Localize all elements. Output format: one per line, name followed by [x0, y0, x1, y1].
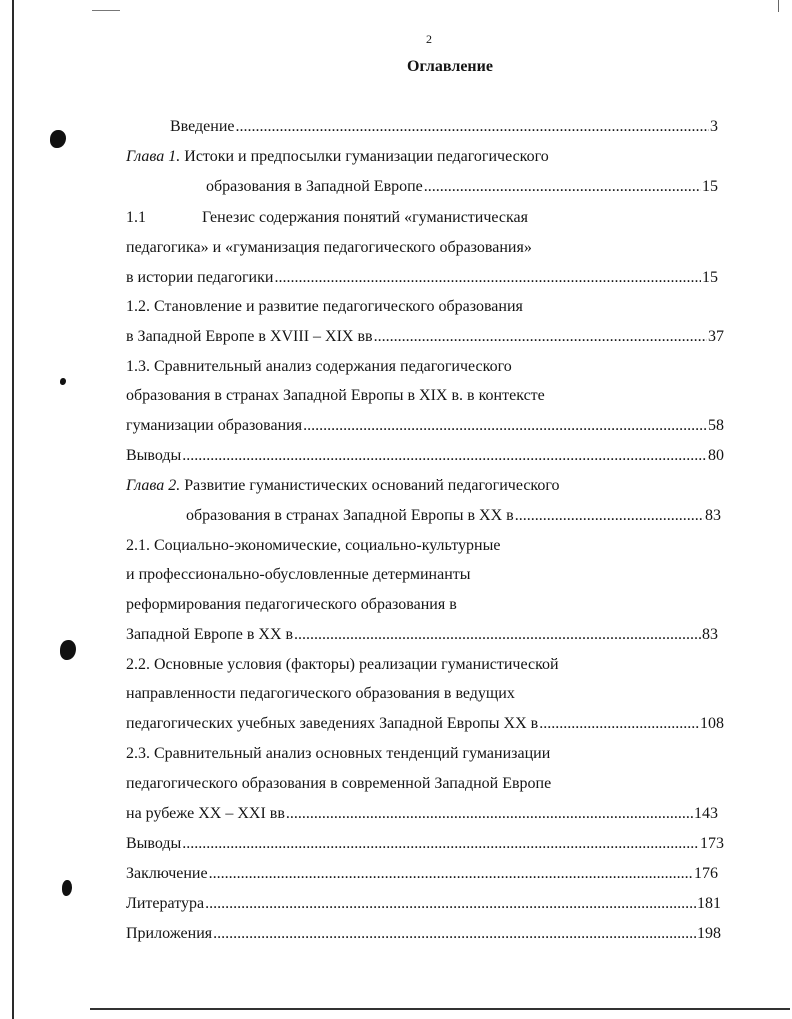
toc-entry-text: в истории педагогики	[126, 269, 274, 286]
toc-section-1-3-line3[interactable]	[126, 416, 724, 436]
scan-blot	[60, 378, 66, 385]
toc-entry-text: педагогических учебных заведениях Западной Европы XX в	[126, 715, 539, 732]
toc-entry-page: 15	[702, 178, 718, 195]
toc-entry-text: Приложения	[126, 925, 213, 942]
scan-top-mark	[92, 10, 120, 11]
toc-section-2-3-line3[interactable]	[126, 804, 718, 824]
scan-bottom-edge	[90, 1008, 790, 1010]
toc-section-2-2-line3[interactable]	[126, 714, 724, 734]
toc-section-2-2-line1: 2.2. Основные условия (факторы) реализации гуманистической	[126, 656, 559, 673]
toc-entry-conclusions-2[interactable]	[126, 834, 724, 854]
toc-entry-page: 198	[697, 925, 721, 942]
leader-dots	[209, 864, 693, 884]
toc-chapter-1-line1[interactable]	[126, 147, 549, 167]
section-title: Генезис содержания понятий «гуманистическая	[202, 209, 528, 226]
toc-section-2-3-line2: педагогического образования в современной Западной Европе	[126, 775, 552, 792]
leader-dots	[539, 714, 699, 734]
chapter-title: Истоки и предпосылки гуманизации педагогического	[184, 148, 549, 165]
leader-dots	[213, 924, 696, 944]
toc-entry-text: образования в странах Западной Европы в XX в	[186, 507, 514, 524]
toc-entry-text: на рубеже XX – XXI вв	[126, 805, 285, 822]
scan-blot	[60, 640, 76, 660]
toc-entry-page: 83	[705, 507, 721, 524]
toc-section-2-1-line2: и профессионально-обусловленные детерминанты	[126, 566, 471, 583]
toc-entry-page: 143	[694, 805, 718, 822]
toc-entry-text: в Западной Европе в XVIII – XIX вв	[126, 328, 373, 345]
leader-dots	[303, 416, 707, 436]
leader-dots	[286, 804, 693, 824]
leader-dots	[182, 446, 707, 466]
toc-entry-conclusion[interactable]	[126, 864, 718, 884]
toc-entry-page: 80	[708, 447, 724, 464]
page-number: 2	[426, 32, 432, 46]
toc-entry-text: Заключение	[126, 865, 208, 882]
leader-dots	[515, 506, 704, 526]
toc-entry-page: 15	[702, 269, 718, 286]
leader-dots	[236, 117, 710, 137]
toc-section-1-2-line1: 1.2. Становление и развитие педагогического образования	[126, 298, 523, 315]
toc-entry-page: 83	[702, 626, 718, 643]
toc-section-1-1-line3[interactable]	[126, 268, 718, 288]
toc-chapter-2-line1[interactable]	[126, 476, 560, 496]
toc-entry-page: 108	[700, 715, 724, 732]
scan-right-mark	[778, 0, 779, 12]
leader-dots	[274, 268, 701, 288]
toc-title: Оглавление	[407, 58, 493, 75]
toc-entry-text: Литература	[126, 895, 205, 912]
chapter-label: Глава 1.	[126, 148, 181, 165]
leader-dots	[205, 894, 696, 914]
toc-entry-text: Западной Европе в XX в	[126, 626, 294, 643]
toc-entry-text: Выводы	[126, 835, 182, 852]
leader-dots	[294, 625, 701, 645]
toc-section-1-1-line1[interactable]	[126, 208, 528, 228]
toc-entry-page: 37	[708, 328, 724, 345]
toc-section-2-1-line1: 2.1. Социально-экономические, социально-культурные	[126, 537, 501, 554]
toc-section-2-3-line1: 2.3. Сравнительный анализ основных тенденций гуманизации	[126, 745, 551, 762]
toc-entry-appendix[interactable]	[126, 924, 721, 944]
scan-blot	[50, 130, 66, 148]
toc-entry-page: 58	[708, 417, 724, 434]
toc-entry-literature[interactable]	[126, 894, 721, 914]
leader-dots	[374, 327, 707, 347]
scan-left-edge	[12, 0, 14, 1019]
toc-entry-text: Введение	[170, 118, 235, 135]
chapter-label: Глава 2.	[126, 477, 181, 494]
leader-dots	[182, 834, 699, 854]
toc-section-1-3-line2: образования в странах Западной Европы в XIX в. в контексте	[126, 387, 545, 404]
toc-section-1-3-line1: 1.3. Сравнительный анализ содержания педагогического	[126, 358, 512, 375]
toc-entry-page: 176	[694, 865, 718, 882]
toc-section-1-2-line2[interactable]	[126, 327, 724, 347]
toc-section-1-1-line2: педагогика» и «гуманизация педагогического образования»	[126, 239, 532, 256]
toc-section-2-1-line4[interactable]	[126, 625, 718, 645]
toc-entry-intro[interactable]	[170, 117, 718, 137]
chapter-title: Развитие гуманистических оснований педагогического	[184, 477, 560, 494]
toc-entry-text: образования в Западной Европе	[206, 178, 423, 195]
scan-blot	[62, 880, 72, 896]
toc-chapter-2-line2[interactable]	[186, 506, 721, 526]
leader-dots	[424, 177, 701, 197]
toc-entry-text: Выводы	[126, 447, 182, 464]
toc-chapter-1-line2[interactable]	[206, 177, 718, 197]
toc-entry-text: гуманизации образования	[126, 417, 303, 434]
section-number: 1.1	[126, 209, 146, 226]
toc-entry-conclusions-1[interactable]	[126, 446, 724, 466]
toc-entry-page: 173	[700, 835, 724, 852]
toc-section-2-2-line2: направленности педагогического образования в ведущих	[126, 685, 515, 702]
toc-section-2-1-line3: реформирования педагогического образования в	[126, 596, 457, 613]
toc-entry-page: 3	[710, 118, 718, 135]
toc-entry-page: 181	[697, 895, 721, 912]
